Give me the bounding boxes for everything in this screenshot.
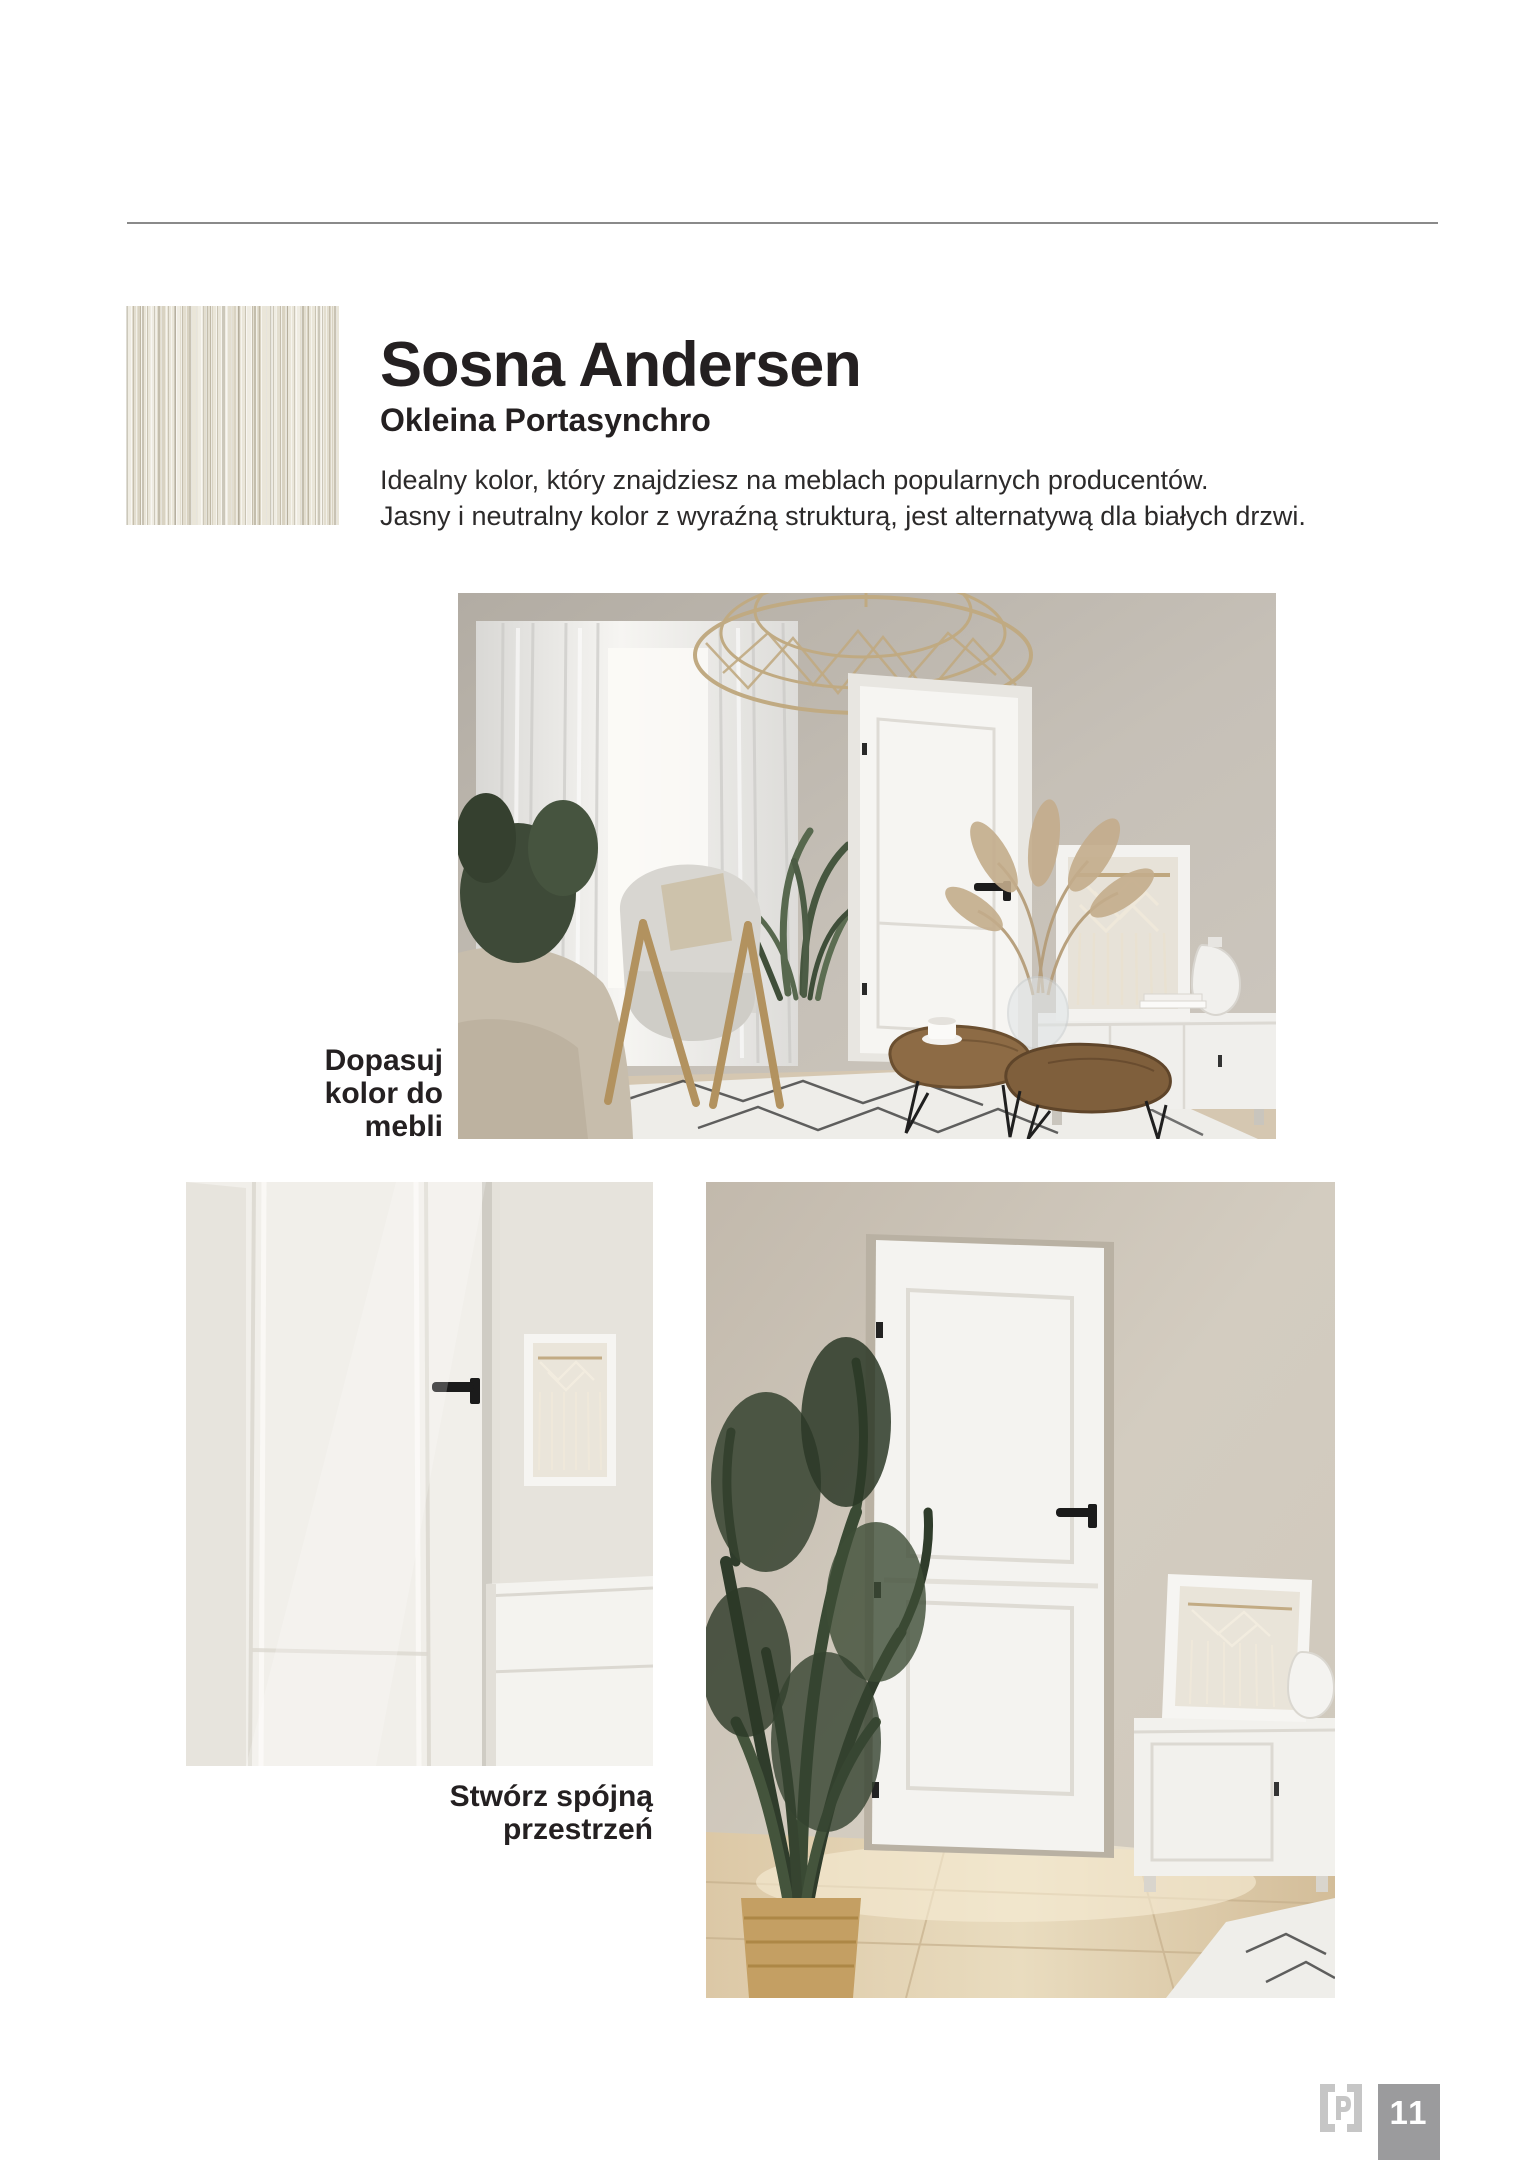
- caption-coherent-space: [313, 1780, 653, 1846]
- caption-line: mebli: [364, 1110, 443, 1143]
- caption-line: przestrzeń: [502, 1813, 653, 1846]
- door-closeup-illustration: [186, 1182, 653, 1766]
- hallway-photo: [706, 1182, 1335, 1998]
- description-line-2: Jasny i neutralny kolor z wyraźną strukturą, jest alternatywą dla białych drzwi.: [380, 501, 1306, 531]
- page-number-badge: 11: [1378, 2084, 1440, 2160]
- caption-match-color: [163, 1044, 443, 1143]
- veneer-swatch: [126, 306, 339, 525]
- page-title: Sosna Andersen: [380, 330, 861, 400]
- living-room-photo: [458, 593, 1276, 1139]
- hallway-illustration: [706, 1182, 1335, 1998]
- description-line-1: Idealny kolor, który znajdziesz na meblach popularnych producentów.: [380, 465, 1209, 495]
- caption-line: kolor do: [324, 1077, 443, 1110]
- caption-line: Dopasuj: [324, 1044, 443, 1077]
- top-divider: [127, 222, 1438, 224]
- page-subtitle: Okleina Portasynchro: [380, 402, 711, 438]
- caption-line: Stwórz spójną: [449, 1780, 653, 1813]
- porta-logo-icon: [1320, 2084, 1362, 2132]
- description-text: [380, 462, 1306, 534]
- living-room-illustration: [458, 593, 1276, 1139]
- door-closeup-photo: [186, 1182, 653, 1766]
